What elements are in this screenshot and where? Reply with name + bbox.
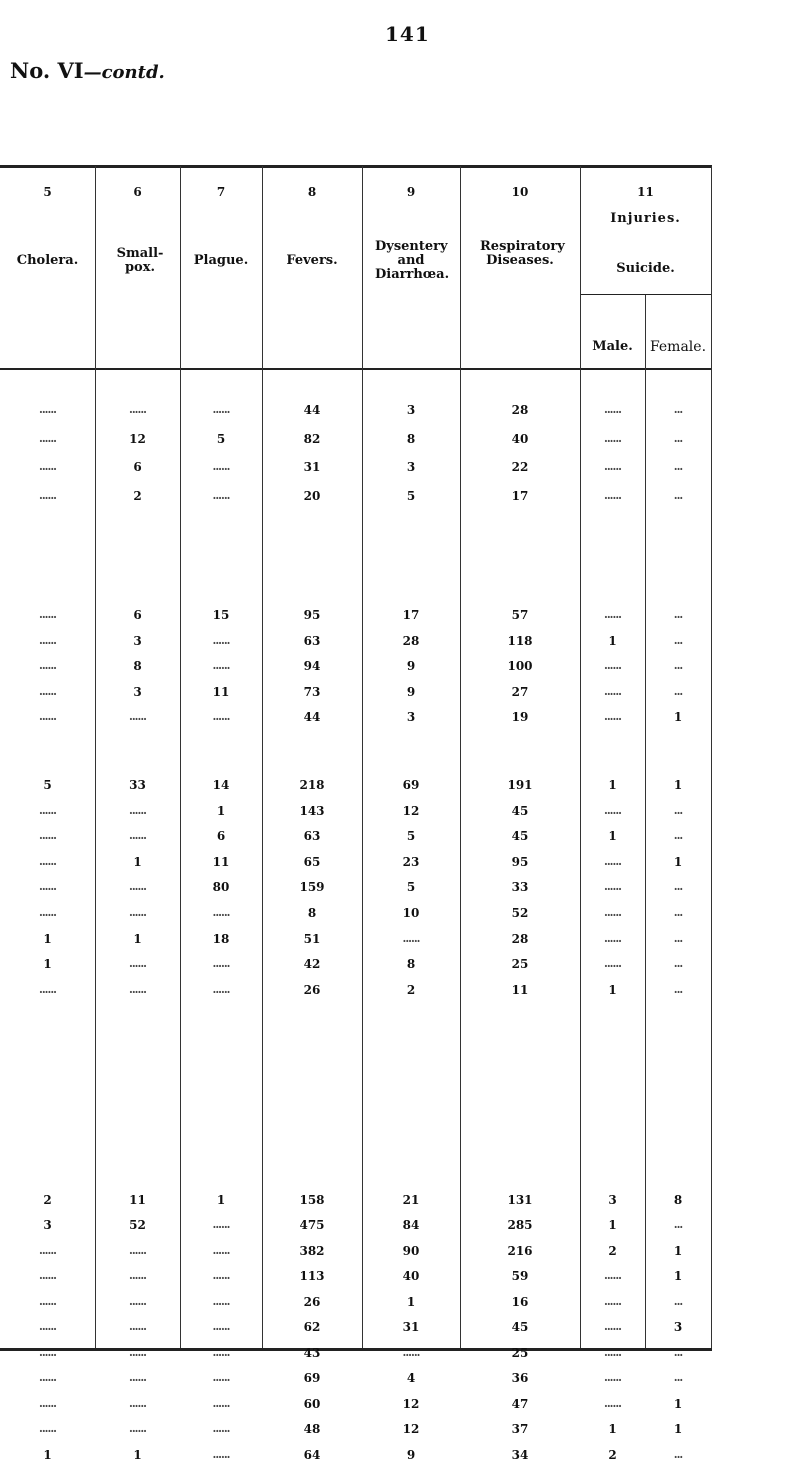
table-cell: ......: [604, 685, 621, 698]
table-cell: ...: [673, 983, 683, 996]
table-cell: 285: [507, 1218, 533, 1232]
table-cell: 25: [511, 957, 529, 971]
table-cell: ......: [39, 880, 56, 893]
col-header-injuries: Injuries.: [610, 211, 681, 226]
table-cell: 131: [507, 1193, 533, 1207]
table-cell: ......: [39, 1371, 56, 1384]
col-header-plague: Plague.: [193, 253, 249, 268]
table-cell: ......: [39, 855, 56, 868]
table-cell: ......: [212, 1269, 230, 1282]
table-top-rule: [0, 165, 712, 168]
table-cell: ...: [673, 634, 683, 647]
table-cell: 33: [129, 778, 146, 792]
table-cell: 45: [511, 804, 529, 818]
table-cell: ......: [212, 1371, 230, 1384]
table-cell: ......: [129, 403, 146, 416]
table-cell: 6: [133, 460, 142, 474]
table-cell: 45: [511, 829, 529, 843]
table-cell: 5: [406, 829, 416, 843]
table-cell: 1: [673, 855, 683, 869]
table-cell: ......: [212, 1397, 230, 1410]
header-bottom-rule: [0, 368, 712, 370]
table-cell: 94: [303, 659, 321, 673]
column-divider: [95, 166, 96, 1348]
table-cell: ......: [604, 1320, 621, 1333]
table-cell: 18: [212, 932, 230, 946]
table-cell: 59: [511, 1269, 529, 1283]
table-cell: ......: [604, 880, 621, 893]
table-cell: 9: [406, 659, 416, 673]
table-cell: ...: [673, 829, 683, 842]
table-cell: ......: [604, 403, 621, 416]
col-number-respiratory: 10: [511, 185, 529, 199]
table-cell: 1: [673, 778, 683, 792]
table-cell: 26: [303, 983, 321, 997]
table-cell: 159: [299, 880, 325, 894]
table-cell: 57: [511, 608, 529, 622]
table-cell: ......: [604, 855, 621, 868]
column-divider: [645, 295, 646, 1348]
col-header-respiratory: Respiratory Diseases.: [480, 239, 565, 268]
table-cell: 11: [511, 983, 529, 997]
col-number-fevers: 8: [307, 185, 317, 199]
table-cell: ...: [673, 957, 683, 970]
table-cell: 3: [673, 1320, 683, 1334]
table-cell: ......: [129, 1346, 146, 1359]
col-number-smallpox: 6: [133, 185, 142, 199]
table-cell: ......: [212, 1346, 230, 1359]
col-header-fevers: Fevers.: [286, 253, 338, 268]
table-cell: 47: [511, 1397, 529, 1411]
table-cell: ......: [39, 983, 56, 996]
table-cell: ......: [129, 1269, 146, 1282]
col-header-female: Female.: [649, 339, 707, 355]
table-cell: ...: [673, 906, 683, 919]
table-cell: 36: [511, 1371, 529, 1385]
table-cell: 1: [608, 829, 617, 843]
table-cell: 5: [216, 432, 226, 446]
table-cell: 5: [406, 489, 416, 503]
table-cell: 17: [511, 489, 529, 503]
table-cell: ......: [39, 634, 56, 647]
table-cell: ......: [604, 608, 621, 621]
table-cell: 1: [133, 1448, 142, 1462]
table-cell: ......: [402, 1346, 420, 1359]
column-divider: [180, 166, 181, 1348]
table-cell: 1: [608, 1218, 617, 1232]
column-divider: [262, 166, 263, 1348]
table-cell: ......: [604, 432, 621, 445]
table-cell: ......: [129, 1320, 146, 1333]
table-cell: 52: [511, 906, 529, 920]
table-cell: 37: [511, 1422, 529, 1436]
table-cell: 33: [511, 880, 529, 894]
table-cell: ......: [39, 710, 56, 723]
col-header-male: Male.: [592, 339, 633, 354]
table-cell: 216: [507, 1244, 533, 1258]
table-cell: 11: [129, 1193, 146, 1207]
table-cell: ......: [39, 403, 56, 416]
table-cell: ......: [604, 1295, 621, 1308]
table-cell: ......: [604, 710, 621, 723]
table-cell: 8: [673, 1193, 683, 1207]
table-cell: 12: [402, 1422, 420, 1436]
table-cell: 2: [608, 1448, 617, 1462]
table-cell: ......: [129, 829, 146, 842]
table-cell: ......: [39, 1269, 56, 1282]
table-cell: ...: [673, 1218, 683, 1231]
table-cell: ......: [604, 1269, 621, 1282]
table-cell: ......: [604, 804, 621, 817]
column-divider: [460, 166, 461, 1348]
table-cell: 8: [307, 906, 317, 920]
table-cell: ......: [39, 685, 56, 698]
table-cell: ......: [39, 1244, 56, 1257]
table-cell: ......: [212, 1218, 230, 1231]
table-cell: 65: [303, 855, 321, 869]
table-cell: ......: [212, 1422, 230, 1435]
table-cell: ......: [604, 906, 621, 919]
table-cell: ......: [604, 460, 621, 473]
table-cell: 8: [406, 432, 416, 446]
table-cell: 20: [303, 489, 321, 503]
table-cell: 48: [303, 1422, 321, 1436]
suicide-sub-rule: [580, 294, 712, 295]
table-cell: 3: [133, 685, 142, 699]
table-cell: 2: [133, 489, 142, 503]
table-cell: ......: [39, 1397, 56, 1410]
table-cell: 9: [406, 685, 416, 699]
table-cell: ...: [673, 432, 683, 445]
table-cell: ......: [604, 489, 621, 502]
table-cell: ......: [129, 710, 146, 723]
table-cell: ......: [129, 1295, 146, 1308]
table-cell: ......: [212, 710, 230, 723]
table-cell: 27: [511, 685, 529, 699]
table-cell: 28: [511, 403, 529, 417]
table-cell: 9: [406, 1448, 416, 1462]
table-cell: ......: [129, 1371, 146, 1384]
table-cell: 3: [406, 460, 416, 474]
table-cell: 62: [303, 1320, 321, 1334]
table-cell: ...: [673, 403, 683, 416]
table-cell: 8: [133, 659, 142, 673]
table-cell: 2: [406, 983, 416, 997]
table-cell: ......: [402, 932, 420, 945]
table-cell: ......: [39, 460, 56, 473]
col-number-plague: 7: [216, 185, 226, 199]
table-cell: ...: [673, 1346, 683, 1359]
table-cell: 1: [608, 1422, 617, 1436]
table-cell: 90: [402, 1244, 420, 1258]
table-cell: ...: [673, 460, 683, 473]
table-cell: 52: [129, 1218, 146, 1232]
table-cell: ...: [673, 685, 683, 698]
table-cell: ......: [212, 634, 230, 647]
table-cell: 64: [303, 1448, 321, 1462]
table-cell: ......: [212, 1448, 230, 1461]
table-cell: 143: [299, 804, 325, 818]
table-cell: ......: [129, 957, 146, 970]
table-cell: ...: [673, 1295, 683, 1308]
table-cell: ......: [39, 1320, 56, 1333]
table-cell: ......: [39, 829, 56, 842]
table-cell: ......: [39, 1346, 56, 1359]
table-cell: 25: [511, 1346, 529, 1360]
page-number: 141: [385, 22, 430, 46]
table-cell: 63: [303, 634, 321, 648]
col-number-cholera: 5: [43, 185, 52, 199]
table-cell: 2: [608, 1244, 617, 1258]
table-cell: 10: [402, 906, 420, 920]
table-cell: ......: [212, 659, 230, 672]
table-cell: 8: [406, 957, 416, 971]
table-cell: ...: [673, 932, 683, 945]
table-cell: 1: [673, 710, 683, 724]
table-cell: 73: [303, 685, 321, 699]
table-cell: 191: [507, 778, 533, 792]
table-cell: ......: [129, 983, 146, 996]
table-cell: 1: [673, 1422, 683, 1436]
table-cell: ......: [39, 608, 56, 621]
table-cell: 113: [299, 1269, 325, 1283]
table-cell: ......: [39, 659, 56, 672]
table-cell: ......: [212, 957, 230, 970]
table-cell: ......: [604, 1397, 621, 1410]
table-cell: 14: [212, 778, 230, 792]
table-cell: 95: [303, 608, 321, 622]
table-cell: ...: [673, 1371, 683, 1384]
col-header-smallpox: Small-pox.: [116, 246, 164, 275]
table-cell: ......: [39, 1295, 56, 1308]
table-cell: 51: [303, 932, 321, 946]
table-cell: 1: [673, 1244, 683, 1258]
table-cell: 11: [212, 855, 230, 869]
table-cell: ......: [129, 804, 146, 817]
table-cell: 1: [216, 804, 226, 818]
table-cell: 382: [299, 1244, 325, 1258]
table-cell: 69: [303, 1371, 321, 1385]
table-cell: 44: [303, 710, 321, 724]
table-cell: 31: [402, 1320, 420, 1334]
table-cell: 26: [303, 1295, 321, 1309]
table-cell: 28: [402, 634, 420, 648]
table-cell: ...: [673, 1448, 683, 1461]
col-number-dysentery: 9: [406, 185, 416, 199]
table-cell: 44: [303, 403, 321, 417]
table-cell: 31: [303, 460, 321, 474]
table-cell: ...: [673, 880, 683, 893]
table-cell: 6: [133, 608, 142, 622]
table-cell: 1: [673, 1397, 683, 1411]
table-cell: 1: [406, 1295, 416, 1309]
table-cell: ......: [212, 983, 230, 996]
table-cell: 100: [507, 659, 533, 673]
table-cell: 40: [402, 1269, 420, 1283]
table-cell: ...: [673, 804, 683, 817]
col-header-dysentery: Dysentery and Diarrhœa.: [375, 239, 450, 282]
table-cell: 1: [133, 932, 142, 946]
table-cell: ......: [129, 1397, 146, 1410]
table-title-number: No. VI: [10, 58, 84, 83]
table-cell: 3: [43, 1218, 52, 1232]
table-cell: ......: [604, 957, 621, 970]
table-cell: ......: [39, 432, 56, 445]
table-cell: 11: [212, 685, 230, 699]
table-cell: 1: [608, 778, 617, 792]
col-header-suicide: Suicide.: [616, 261, 675, 276]
table-cell: 475: [299, 1218, 325, 1232]
table-cell: 12: [402, 1397, 420, 1411]
table-cell: 22: [511, 460, 529, 474]
table-cell: ......: [212, 489, 230, 502]
table-cell: 3: [406, 710, 416, 724]
table-cell: 5: [43, 778, 52, 792]
table-cell: ......: [212, 1244, 230, 1257]
table-cell: 69: [402, 778, 420, 792]
table-cell: 19: [511, 710, 529, 724]
table-cell: 2: [43, 1193, 52, 1207]
table-cell: ......: [129, 1422, 146, 1435]
table-cell: 1: [43, 1448, 52, 1462]
table-cell: 15: [212, 608, 230, 622]
table-cell: 34: [511, 1448, 529, 1462]
table-cell: ......: [212, 403, 230, 416]
table-cell: ......: [129, 880, 146, 893]
table-cell: 158: [299, 1193, 325, 1207]
table-cell: 1: [608, 634, 617, 648]
table-cell: 6: [216, 829, 226, 843]
table-cell: ...: [673, 489, 683, 502]
table-cell: 21: [402, 1193, 420, 1207]
table-title-continued: —contd.: [83, 62, 165, 83]
table-cell: ......: [212, 906, 230, 919]
table-cell: 16: [511, 1295, 529, 1309]
table-cell: 4: [406, 1371, 416, 1385]
table-cell: ......: [604, 932, 621, 945]
table-cell: ......: [129, 906, 146, 919]
table-cell: 1: [216, 1193, 226, 1207]
table-cell: 12: [129, 432, 146, 446]
table-cell: 28: [511, 932, 529, 946]
table-cell: 80: [212, 880, 230, 894]
table-cell: ......: [39, 1422, 56, 1435]
table-cell: 42: [303, 957, 321, 971]
table-cell: 1: [608, 983, 617, 997]
table-cell: 12: [402, 804, 420, 818]
table-cell: 218: [299, 778, 325, 792]
col-header-cholera: Cholera.: [16, 253, 79, 268]
table-cell: ......: [212, 1320, 230, 1333]
table-right-edge: [711, 166, 712, 1348]
table-cell: 1: [43, 932, 52, 946]
table-cell: ......: [212, 460, 230, 473]
table-cell: 45: [511, 1320, 529, 1334]
table-cell: 40: [511, 432, 529, 446]
table-cell: 5: [406, 880, 416, 894]
table-cell: 118: [507, 634, 533, 648]
table-cell: 1: [43, 957, 52, 971]
table-cell: 23: [402, 855, 420, 869]
table-cell: 82: [303, 432, 321, 446]
table-cell: ......: [604, 1371, 621, 1384]
table-cell: ...: [673, 659, 683, 672]
table-cell: ......: [39, 489, 56, 502]
table-cell: ......: [129, 1244, 146, 1257]
table-cell: 3: [133, 634, 142, 648]
table-cell: 17: [402, 608, 420, 622]
col-number-injuries: 11: [637, 185, 654, 199]
table-cell: ......: [212, 1295, 230, 1308]
table-cell: 43: [303, 1346, 321, 1360]
table-cell: 84: [402, 1218, 420, 1232]
column-divider: [362, 166, 363, 1348]
table-cell: ......: [604, 659, 621, 672]
table-cell: ......: [39, 804, 56, 817]
table-cell: 3: [406, 403, 416, 417]
table-cell: ...: [673, 608, 683, 621]
table-cell: ......: [39, 906, 56, 919]
table-cell: 3: [608, 1193, 617, 1207]
table-cell: ......: [604, 1346, 621, 1359]
table-cell: 60: [303, 1397, 321, 1411]
table-cell: 63: [303, 829, 321, 843]
table-cell: 95: [511, 855, 529, 869]
table-cell: 1: [133, 855, 142, 869]
table-cell: 1: [673, 1269, 683, 1283]
